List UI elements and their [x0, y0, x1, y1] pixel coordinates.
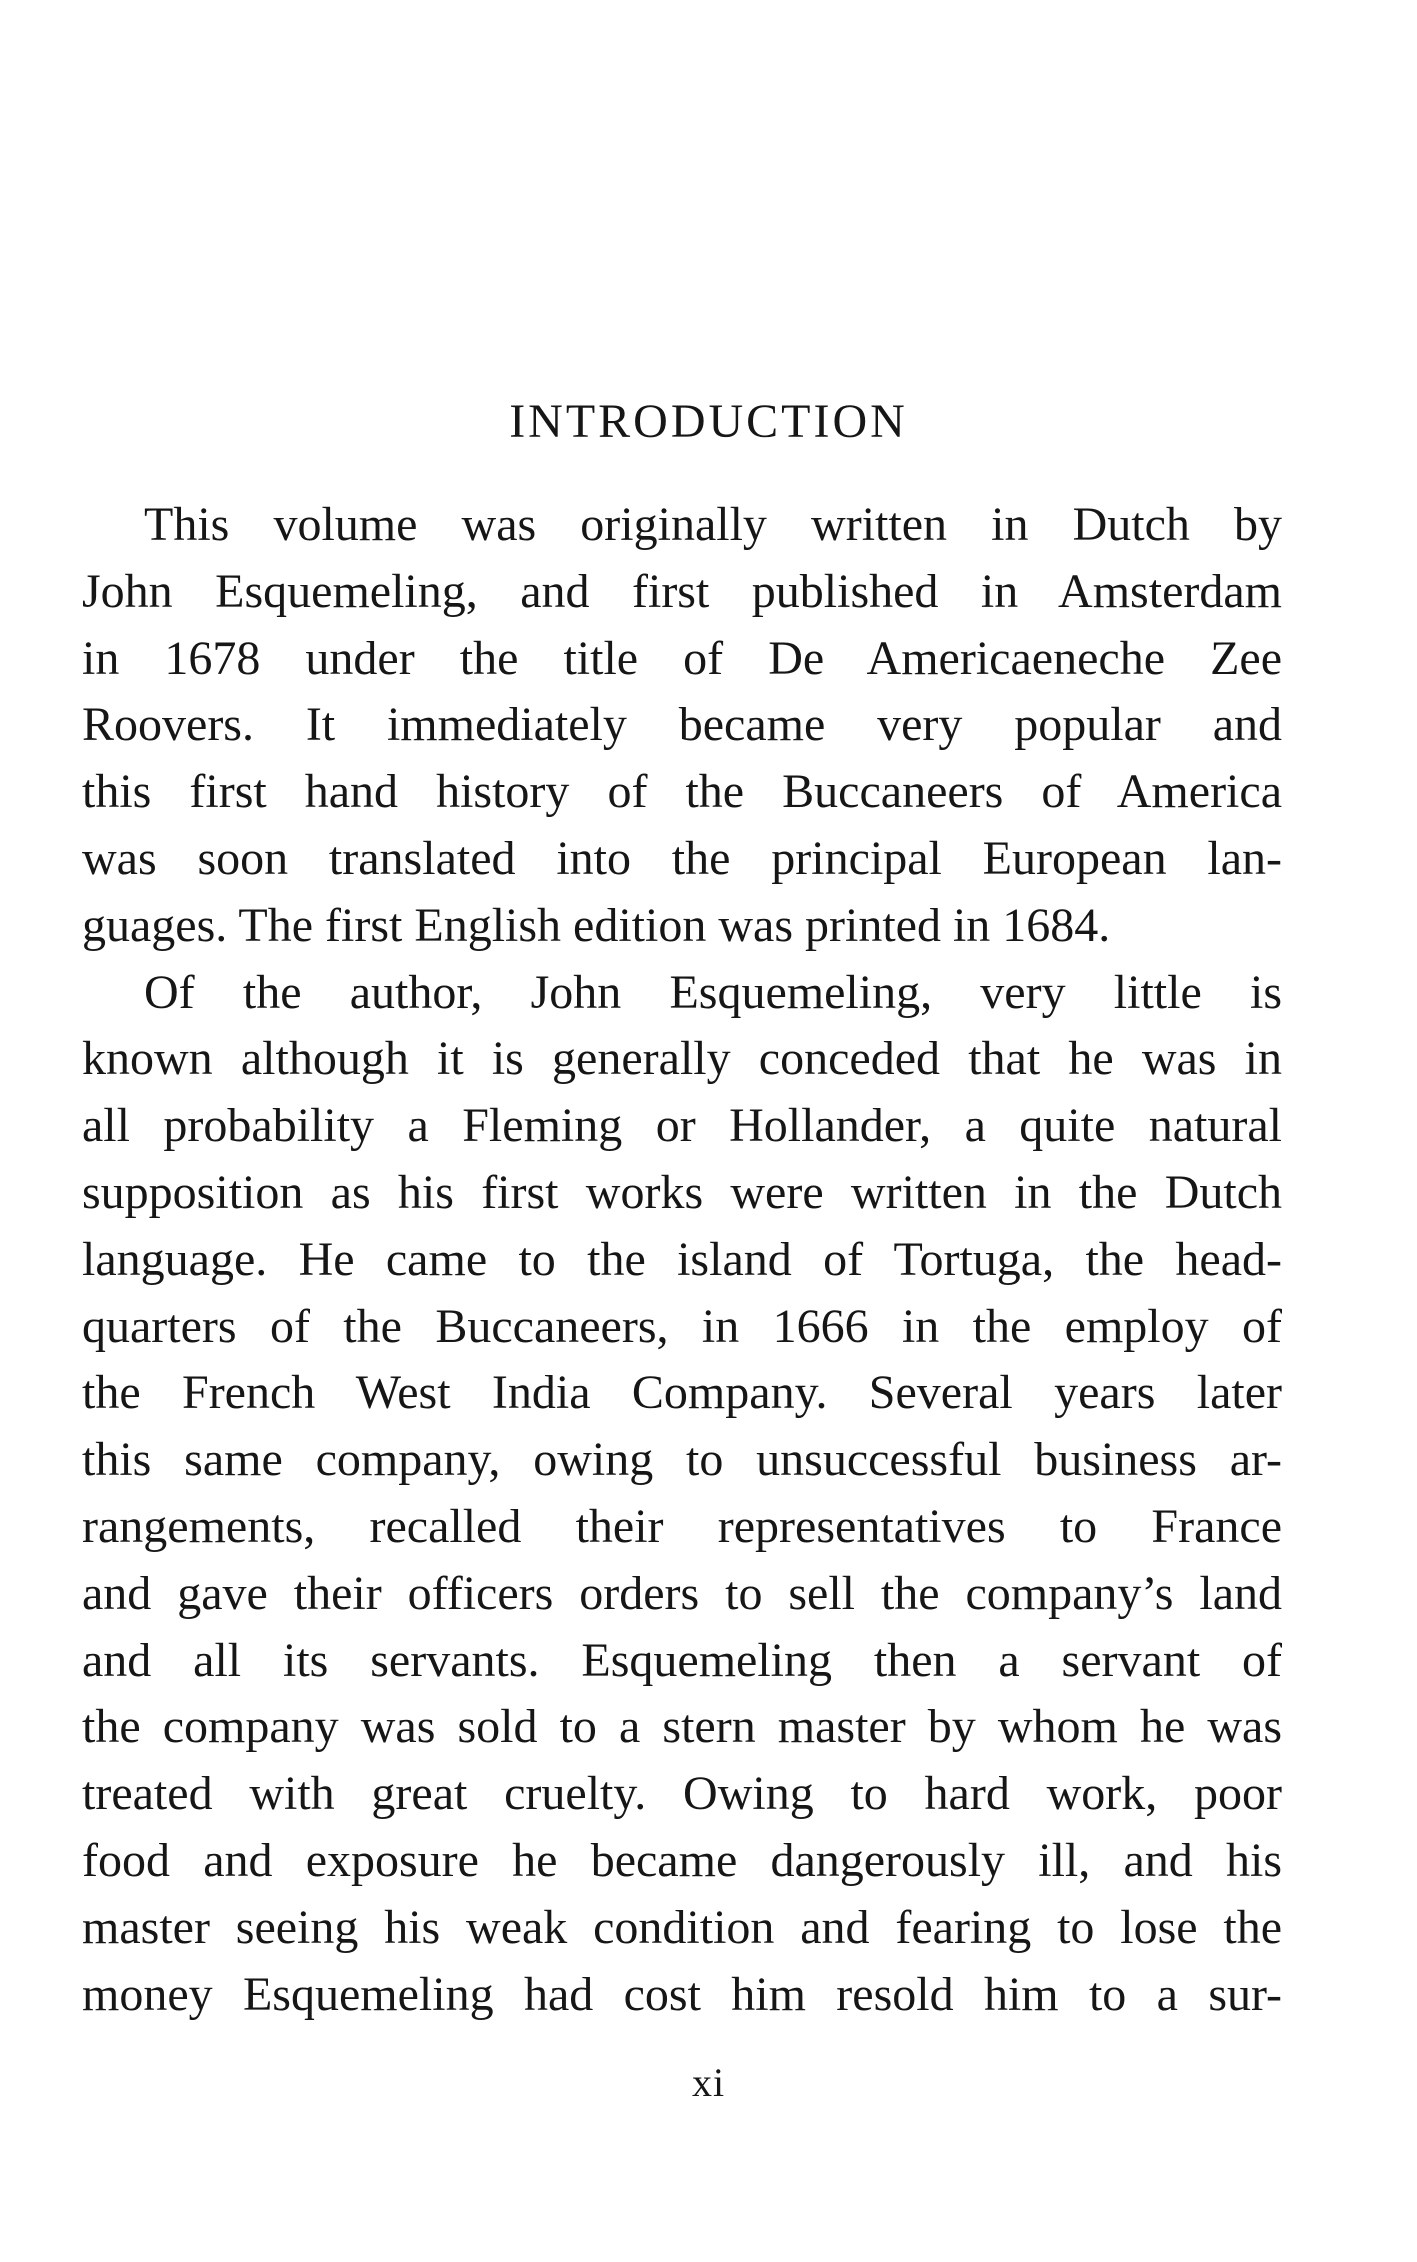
text-line: rangements, recalled their representatives to France — [82, 1499, 1282, 1553]
chapter-heading: INTRODUCTION — [509, 395, 908, 448]
text-line: language. He came to the island of Tortuga, the head- — [82, 1232, 1282, 1286]
text-line: the French West India Company. Several years later — [82, 1366, 1282, 1420]
text-line: the company was sold to a stern master by whom he was — [82, 1700, 1282, 1754]
text-line: Of the author, John Esquemeling, very little is — [144, 965, 1282, 1019]
text-line: This volume was originally written in Dutch by — [144, 498, 1282, 551]
text-line: this first hand history of the Buccaneers of America — [82, 765, 1282, 819]
text-line: in 1678 under the title of De Americaeneche Zee — [82, 631, 1282, 685]
text-line: guages. The first English edition was printed in 1684. — [82, 898, 1111, 952]
text-line: and all its servants. Esquemeling then a servant of — [82, 1633, 1282, 1687]
text-line: master seeing his weak condition and fearing to lose the — [82, 1900, 1282, 1954]
text-line: money Esquemeling had cost him resold him to a sur- — [82, 1967, 1282, 2021]
text-line: was soon translated into the principal European lan- — [82, 831, 1282, 885]
page-number: xi — [691, 2060, 726, 2105]
text-line: all probability a Fleming or Hollander, a quite natural — [82, 1099, 1282, 1153]
text-line: food and exposure he became dangerously ill, and his — [82, 1833, 1282, 1887]
text-line: known although it is generally conceded that he was in — [82, 1032, 1282, 1086]
text-line: supposition as his first works were written in the Dutch — [82, 1165, 1282, 1219]
text-line: treated with great cruelty. Owing to hard work, poor — [82, 1767, 1282, 1821]
body-text — [82, 492, 1282, 2028]
text-line: and gave their officers orders to sell the company’s land — [82, 1566, 1282, 1620]
text-line: this same company, owing to unsuccessful business ar- — [82, 1433, 1282, 1487]
text-line: John Esquemeling, and first published in Amsterdam — [82, 564, 1282, 618]
text-line: quarters of the Buccaneers, in 1666 in the employ of — [82, 1299, 1282, 1353]
text-line: Roovers. It immediately became very popular and — [82, 698, 1282, 752]
